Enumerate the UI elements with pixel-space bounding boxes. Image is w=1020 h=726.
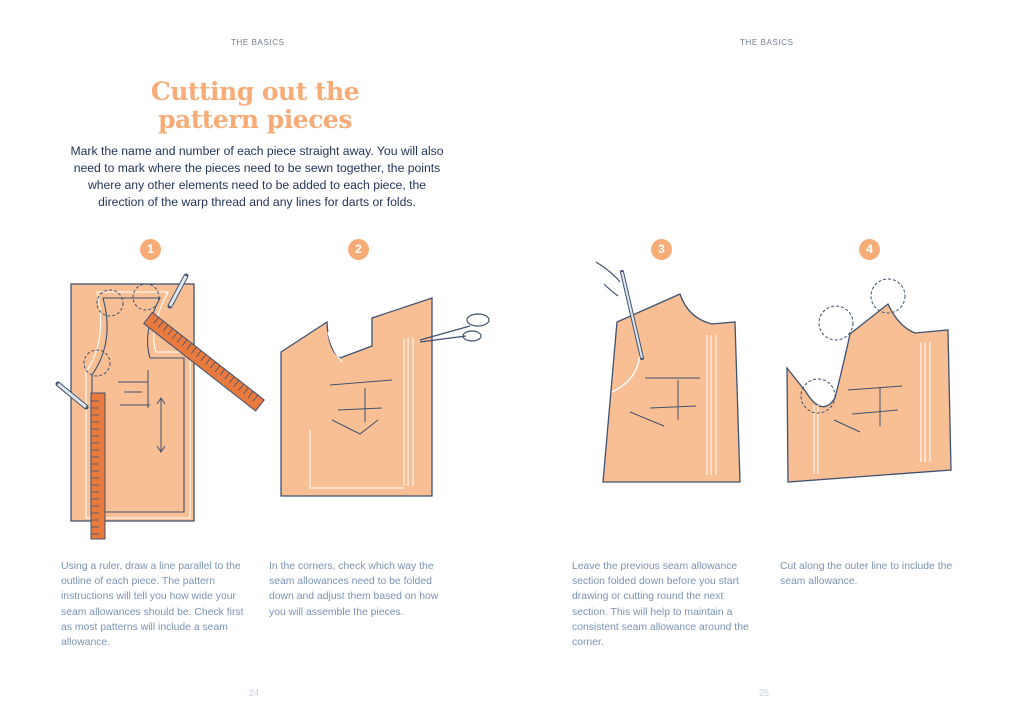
step-1-illustration [58, 276, 264, 539]
step-2-badge: 2 [348, 239, 369, 260]
step-4-badge: 4 [859, 239, 880, 260]
step-3-badge: 3 [651, 239, 672, 260]
running-header-left: THE BASICS [231, 38, 285, 47]
fabric-piece [71, 284, 194, 521]
step-2-caption: In the corners, check which way the seam allowances need to be folded down and adjust them based on how you will assemble the pieces. [269, 561, 439, 618]
step-1-badge: 1 [140, 239, 161, 260]
running-header-right: THE BASICS [740, 38, 794, 47]
page-number-right: 25 [759, 688, 770, 698]
title-line-1: Cutting out the [150, 77, 360, 106]
step-1-caption: Using a ruler, draw a line parallel to the outline of each piece. The pattern instructions will tell you how wide your seam allowances should be. Check first as most patterns will include a seam allowance. [61, 561, 244, 649]
step-3-illustration [596, 262, 740, 482]
fabric-piece [603, 294, 740, 482]
step-2-illustration [281, 298, 489, 496]
title-line-2: pattern pieces [158, 105, 352, 134]
step-4-illustration [787, 279, 951, 482]
page-number-left: 24 [249, 688, 260, 698]
fabric-piece [787, 304, 951, 482]
step-3-caption: Leave the previous seam allowance section folded down before you start drawing or cutting round the next section. This will help to maintain a consistent seam allowance around the corner. [572, 561, 749, 649]
intro-paragraph: Mark the name and number of each piece straight away. You will also need to mark where the pieces need to be sewn together, the points where any other elements need to be added to each piece, the direction of the warp thread and any lines for darts or folds. [70, 144, 444, 209]
corner-marker [819, 306, 853, 340]
ruler-vertical [91, 393, 105, 539]
fabric-piece [281, 298, 432, 496]
step-4-caption: Cut along the outer line to include the seam allowance. [780, 561, 953, 588]
